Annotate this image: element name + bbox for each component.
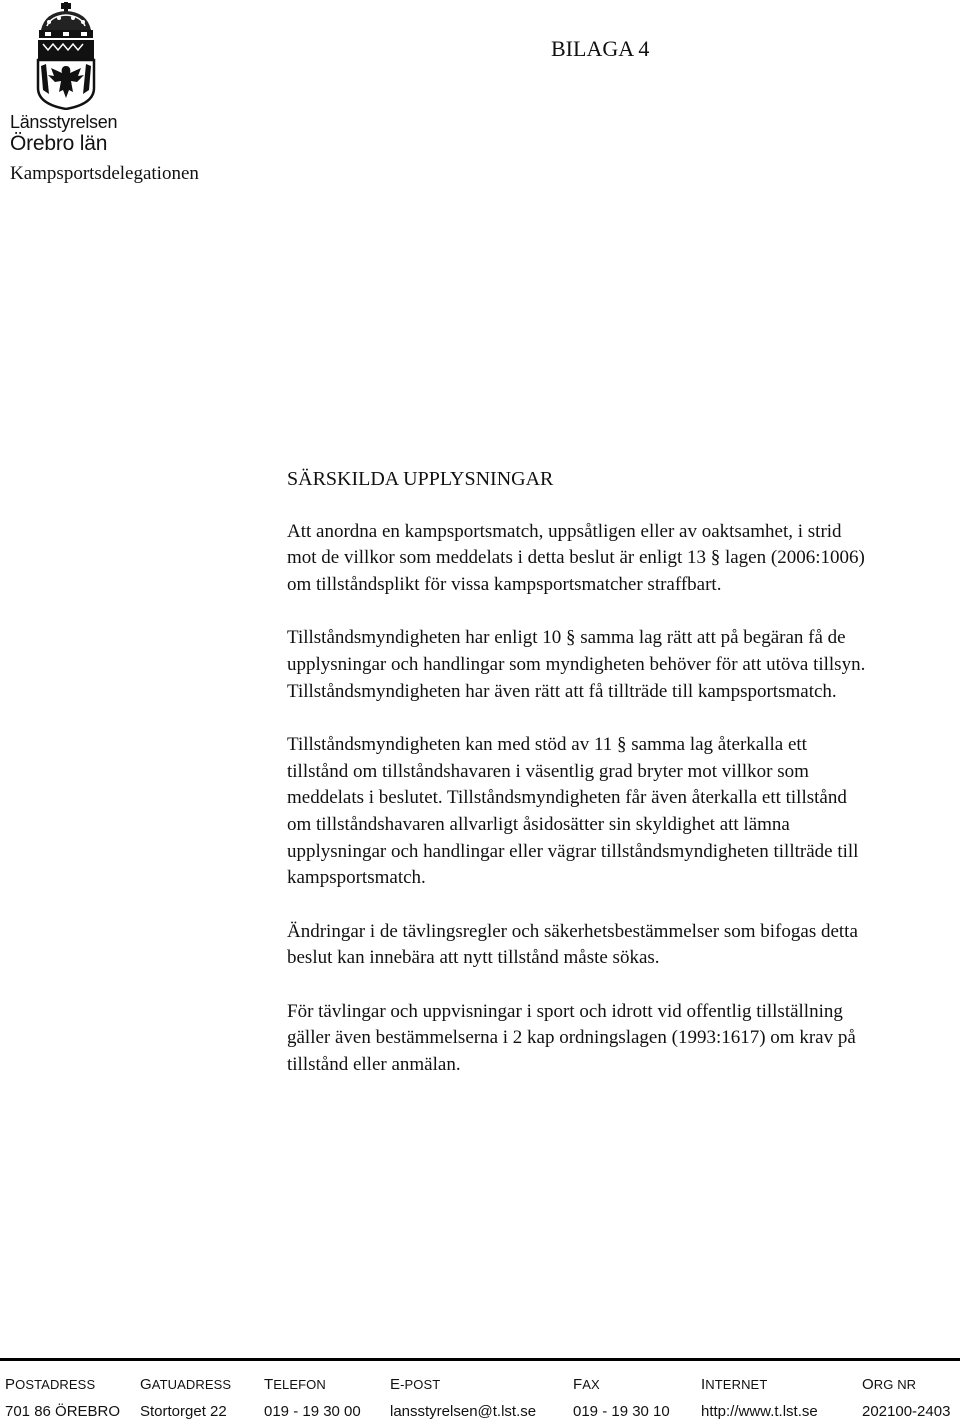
footer-value: Stortorget 22 xyxy=(140,1403,227,1420)
footer-postal-address xyxy=(5,1376,120,1420)
paragraph-line: Tillståndsmyndigheten har enligt 10 § samma lag rätt att på begäran få de xyxy=(287,627,846,649)
footer-value: 019 - 19 30 00 xyxy=(264,1403,361,1420)
coat-of-arms-icon xyxy=(35,2,97,110)
footer-label-rest: ELEFON xyxy=(273,1377,326,1392)
footer-label-initial: I xyxy=(701,1376,706,1393)
paragraph-line: meddelats i beslutet. Tillståndsmyndigheten får även återkalla ett tillstånd xyxy=(287,787,847,809)
footer-org-number xyxy=(862,1376,950,1420)
footer-telephone xyxy=(264,1376,361,1420)
footer-label-rest: -POST xyxy=(400,1377,441,1392)
footer-label-rest: ATUADRESS xyxy=(151,1377,232,1392)
paragraph-line: upplysningar och handlingar eller vägrar tillståndsmyndigheten tillträde till xyxy=(287,840,859,862)
footer-label xyxy=(5,1376,120,1393)
document-body xyxy=(287,466,947,1105)
footer-value: 202100-2403 xyxy=(862,1403,951,1420)
paragraph-line: upplysningar och handlingar som myndigheten behöver för att utöva tillsyn. xyxy=(287,654,866,676)
footer-label-rest: RG NR xyxy=(873,1377,917,1392)
footer-label-initial: E xyxy=(390,1376,401,1393)
paragraph-line: tillstånd om tillståndshavaren i väsentlig grad bryter mot villkor som xyxy=(287,760,809,782)
paragraph-line: tillstånd eller anmälan. xyxy=(287,1053,461,1075)
footer-value: 701 86 ÖREBRO xyxy=(5,1403,121,1420)
paragraph-line: Att anordna en kampsportsmatch, uppsåtligen eller av oaktsamhet, i strid xyxy=(287,520,842,542)
footer-label-rest: NTERNET xyxy=(705,1377,768,1392)
paragraph-line: om tillståndsplikt för vissa kampsportsmatcher straffbart. xyxy=(287,574,722,596)
footer-label xyxy=(390,1376,536,1393)
footer-label xyxy=(862,1376,950,1393)
paragraph xyxy=(287,732,947,892)
footer-divider xyxy=(0,1358,960,1361)
paragraph-list xyxy=(287,519,947,1079)
footer xyxy=(0,1376,960,1424)
footer-label xyxy=(701,1376,818,1393)
paragraph-line: mot de villkor som meddelats i detta beslut är enligt 13 § lagen (2006:1006) xyxy=(287,547,865,569)
logo-text-county: Örebro län xyxy=(10,132,108,155)
appendix-label: BILAGA 4 xyxy=(551,36,650,61)
footer-label xyxy=(264,1376,361,1393)
paragraph-line: Tillståndsmyndigheten kan med stöd av 11 § samma lag återkalla ett xyxy=(287,733,807,755)
paragraph xyxy=(287,519,947,599)
footer-label xyxy=(140,1376,231,1393)
footer-value: http://www.t.lst.se xyxy=(701,1403,818,1420)
paragraph-line: beslut kan innebära att nytt tillstånd måste sökas. xyxy=(287,947,660,969)
footer-label-initial: O xyxy=(862,1376,874,1393)
footer-fax xyxy=(573,1376,670,1420)
paragraph-line: kampsportsmatch. xyxy=(287,867,426,889)
paragraph-line: gäller även bestämmelserna i 2 kap ordningslagen (1993:1617) om krav på xyxy=(287,1027,856,1049)
footer-label-rest: OSTADRESS xyxy=(15,1377,96,1392)
section-heading: SÄRSKILDA UPPLYSNINGAR xyxy=(287,468,554,490)
footer-label xyxy=(573,1376,670,1393)
paragraph-line: För tävlingar och uppvisningar i sport och idrott vid offentlig tillställning xyxy=(287,1000,843,1022)
paragraph xyxy=(287,919,947,972)
footer-value: lansstyrelsen@t.lst.se xyxy=(390,1403,537,1420)
footer-label-rest: AX xyxy=(582,1377,600,1392)
footer-street-address xyxy=(140,1376,231,1420)
paragraph xyxy=(287,999,947,1079)
footer-website xyxy=(701,1376,818,1420)
department-name: Kampsportsdelegationen xyxy=(10,163,199,184)
paragraph-line: Ändringar i de tävlingsregler och säkerhetsbestämmelser som bifogas detta xyxy=(287,920,858,942)
footer-email xyxy=(390,1376,536,1420)
agency-logo xyxy=(8,2,123,160)
logo-text-agency: Länsstyrelsen xyxy=(10,112,118,132)
footer-label-initial: G xyxy=(140,1376,152,1393)
footer-value: 019 - 19 30 10 xyxy=(573,1403,670,1420)
paragraph-line: om tillståndshavaren allvarligt åsidosätter sin skyldighet att lämna xyxy=(287,814,790,836)
footer-label-initial: T xyxy=(264,1376,274,1393)
paragraph-line: Tillståndsmyndigheten har även rätt att få tillträde till kampsportsmatch. xyxy=(287,680,837,702)
footer-label-initial: F xyxy=(573,1376,583,1393)
footer-label-initial: P xyxy=(5,1376,16,1393)
paragraph xyxy=(287,625,947,705)
